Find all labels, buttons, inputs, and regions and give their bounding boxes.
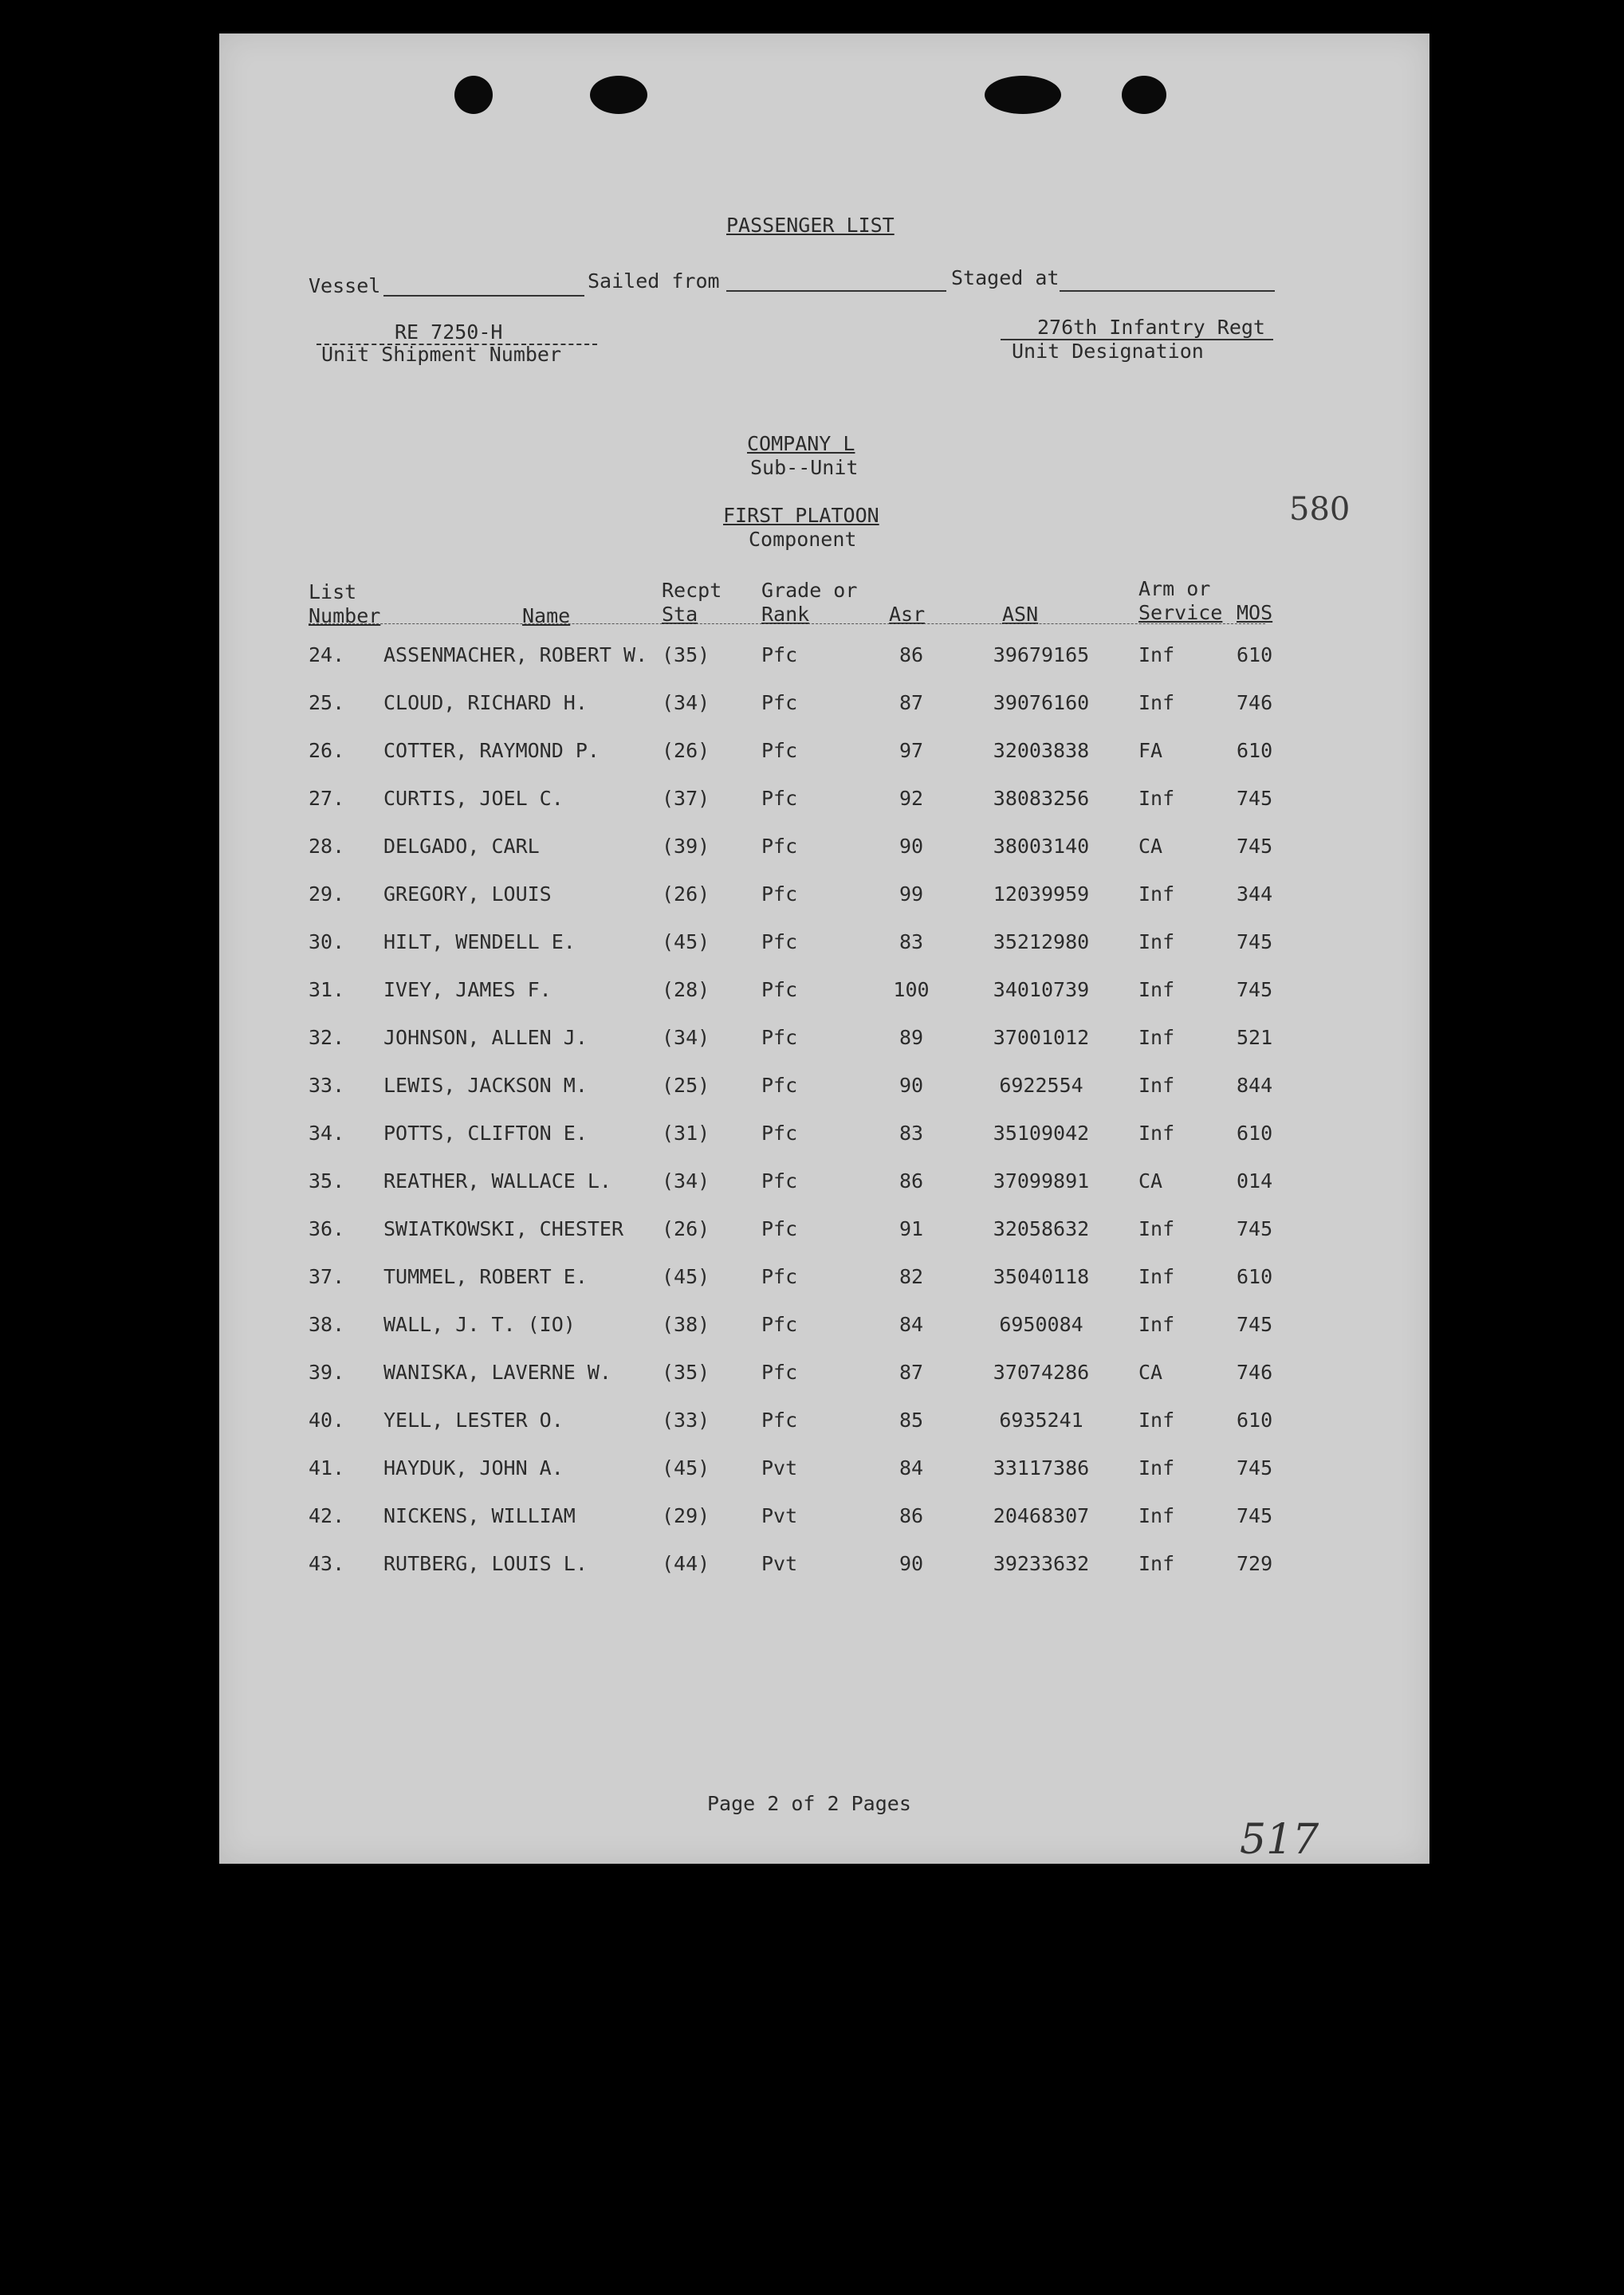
grade-rank: Pfc bbox=[761, 1409, 798, 1432]
arm-service: Inf bbox=[1138, 1409, 1175, 1432]
grade-rank: Pvt bbox=[761, 1552, 798, 1575]
passenger-name: REATHER, WALLACE L. bbox=[383, 1169, 611, 1193]
passenger-name: HILT, WENDELL E. bbox=[383, 930, 576, 953]
table-row bbox=[219, 1026, 1429, 1074]
passenger-name: TUMMEL, ROBERT E. bbox=[383, 1265, 588, 1288]
sub-unit-label: Sub--Unit bbox=[750, 456, 859, 479]
recpt-sta: (26) bbox=[662, 739, 710, 762]
passenger-name: JOHNSON, ALLEN J. bbox=[383, 1026, 588, 1049]
asr-score: 89 bbox=[899, 1026, 924, 1049]
component-label: Component bbox=[749, 528, 857, 551]
punch-hole bbox=[985, 76, 1061, 114]
recpt-sta: (34) bbox=[662, 1026, 710, 1049]
table-row bbox=[219, 787, 1429, 835]
mos-code: 745 bbox=[1237, 978, 1273, 1001]
table-row bbox=[219, 1504, 1429, 1552]
asr-score: 86 bbox=[899, 1504, 924, 1527]
list-number: 30. bbox=[309, 930, 345, 953]
table-row bbox=[219, 1456, 1429, 1504]
page-title: PASSENGER LIST bbox=[726, 214, 895, 237]
asn-number: 34010739 bbox=[993, 978, 1090, 1001]
grade-rank: Pvt bbox=[761, 1456, 798, 1480]
asr-score: 84 bbox=[899, 1313, 924, 1336]
recpt-sta: (29) bbox=[662, 1504, 710, 1527]
asr-score: 90 bbox=[899, 835, 924, 858]
passenger-name: LEWIS, JACKSON M. bbox=[383, 1074, 588, 1097]
asn-number: 32058632 bbox=[993, 1217, 1090, 1240]
table-row bbox=[219, 1217, 1429, 1265]
asn-number: 37099891 bbox=[993, 1169, 1090, 1193]
list-number: 27. bbox=[309, 787, 345, 810]
mos-code: 745 bbox=[1237, 1504, 1273, 1527]
mos-code: 610 bbox=[1237, 1409, 1273, 1432]
passenger-name: CLOUD, RICHARD H. bbox=[383, 691, 588, 714]
passenger-name: RUTBERG, LOUIS L. bbox=[383, 1552, 588, 1575]
list-number: 39. bbox=[309, 1361, 345, 1384]
header-mos: MOS bbox=[1237, 601, 1273, 624]
list-number: 33. bbox=[309, 1074, 345, 1097]
recpt-sta: (31) bbox=[662, 1122, 710, 1145]
recpt-sta: (45) bbox=[662, 930, 710, 953]
header-name: Name bbox=[522, 604, 571, 627]
recpt-sta: (44) bbox=[662, 1552, 710, 1575]
asr-score: 83 bbox=[899, 930, 924, 953]
asr-score: 86 bbox=[899, 643, 924, 666]
asr-score: 82 bbox=[899, 1265, 924, 1288]
page-footer: Page 2 of 2 Pages bbox=[707, 1792, 911, 1815]
arm-service: Inf bbox=[1138, 1122, 1175, 1145]
table-row bbox=[219, 1409, 1429, 1456]
table-row bbox=[219, 1074, 1429, 1122]
recpt-sta: (26) bbox=[662, 1217, 710, 1240]
arm-service: CA bbox=[1138, 835, 1163, 858]
asn-number: 35212980 bbox=[993, 930, 1090, 953]
mos-code: 745 bbox=[1237, 1313, 1273, 1336]
sailed-from-blank bbox=[726, 290, 946, 292]
mos-code: 746 bbox=[1237, 1361, 1273, 1384]
table-row bbox=[219, 930, 1429, 978]
list-number: 41. bbox=[309, 1456, 345, 1480]
asr-score: 83 bbox=[899, 1122, 924, 1145]
recpt-sta: (38) bbox=[662, 1313, 710, 1336]
mos-code: 729 bbox=[1237, 1552, 1273, 1575]
passenger-name: WANISKA, LAVERNE W. bbox=[383, 1361, 611, 1384]
arm-service: Inf bbox=[1138, 1552, 1175, 1575]
mos-code: 746 bbox=[1237, 691, 1273, 714]
asn-number: 38083256 bbox=[993, 787, 1090, 810]
mos-code: 014 bbox=[1237, 1169, 1273, 1193]
grade-rank: Pfc bbox=[761, 691, 798, 714]
punch-hole bbox=[590, 76, 647, 114]
list-number: 31. bbox=[309, 978, 345, 1001]
grade-rank: Pfc bbox=[761, 1169, 798, 1193]
list-number: 43. bbox=[309, 1552, 345, 1575]
vessel-blank bbox=[383, 295, 584, 297]
grade-rank: Pfc bbox=[761, 1217, 798, 1240]
punch-hole bbox=[1122, 76, 1166, 114]
recpt-sta: (35) bbox=[662, 643, 710, 666]
passenger-name: HAYDUK, JOHN A. bbox=[383, 1456, 564, 1480]
mos-code: 745 bbox=[1237, 1456, 1273, 1480]
mos-code: 610 bbox=[1237, 1122, 1273, 1145]
table-row bbox=[219, 643, 1429, 691]
passenger-name: NICKENS, WILLIAM bbox=[383, 1504, 576, 1527]
asr-score: 91 bbox=[899, 1217, 924, 1240]
mos-code: 745 bbox=[1237, 835, 1273, 858]
grade-rank: Pfc bbox=[761, 787, 798, 810]
arm-service: Inf bbox=[1138, 882, 1175, 906]
unit-designation: 276th Infantry Regt bbox=[1037, 316, 1265, 339]
recpt-sta: (25) bbox=[662, 1074, 710, 1097]
asr-score: 84 bbox=[899, 1456, 924, 1480]
asn-number: 39233632 bbox=[993, 1552, 1090, 1575]
passenger-name: DELGADO, CARL bbox=[383, 835, 540, 858]
asr-score: 100 bbox=[893, 978, 930, 1001]
mos-code: 521 bbox=[1237, 1026, 1273, 1049]
arm-service: Inf bbox=[1138, 1456, 1175, 1480]
grade-rank: Pfc bbox=[761, 882, 798, 906]
mos-code: 844 bbox=[1237, 1074, 1273, 1097]
grade-rank: Pfc bbox=[761, 930, 798, 953]
grade-rank: Pfc bbox=[761, 1026, 798, 1049]
table-row bbox=[219, 1265, 1429, 1313]
header-rule bbox=[309, 623, 1265, 624]
table-row bbox=[219, 835, 1429, 882]
table-row bbox=[219, 1361, 1429, 1409]
recpt-sta: (39) bbox=[662, 835, 710, 858]
header-arm-service: Arm or Service bbox=[1138, 577, 1223, 624]
mos-code: 610 bbox=[1237, 643, 1273, 666]
asr-score: 99 bbox=[899, 882, 924, 906]
unit-designation-label: Unit Designation bbox=[1012, 340, 1204, 363]
asr-score: 90 bbox=[899, 1552, 924, 1575]
staged-at-label: Staged at bbox=[951, 266, 1060, 289]
recpt-sta: (26) bbox=[662, 882, 710, 906]
sub-unit: COMPANY L bbox=[747, 432, 855, 455]
asn-number: 33117386 bbox=[993, 1456, 1090, 1480]
grade-rank: Pfc bbox=[761, 643, 798, 666]
unit-shipment-number: RE 7250-H bbox=[395, 320, 503, 344]
arm-service: CA bbox=[1138, 1169, 1163, 1193]
list-number: 25. bbox=[309, 691, 345, 714]
list-number: 32. bbox=[309, 1026, 345, 1049]
list-number: 38. bbox=[309, 1313, 345, 1336]
passenger-name: GREGORY, LOUIS bbox=[383, 882, 552, 906]
asn-number: 39679165 bbox=[993, 643, 1090, 666]
asr-score: 90 bbox=[899, 1074, 924, 1097]
asr-score: 87 bbox=[899, 1361, 924, 1384]
asn-number: 20468307 bbox=[993, 1504, 1090, 1527]
list-number: 36. bbox=[309, 1217, 345, 1240]
passenger-name: IVEY, JAMES F. bbox=[383, 978, 552, 1001]
arm-service: Inf bbox=[1138, 787, 1175, 810]
list-number: 42. bbox=[309, 1504, 345, 1527]
staged-at-blank bbox=[1060, 290, 1275, 292]
table-row bbox=[219, 691, 1429, 739]
list-number: 29. bbox=[309, 882, 345, 906]
asn-number: 37001012 bbox=[993, 1026, 1090, 1049]
passenger-name: ASSENMACHER, ROBERT W. bbox=[383, 643, 648, 666]
asr-score: 97 bbox=[899, 739, 924, 762]
asr-score: 87 bbox=[899, 691, 924, 714]
grade-rank: Pfc bbox=[761, 1122, 798, 1145]
stamp-number: 580 bbox=[1289, 491, 1351, 528]
arm-service: Inf bbox=[1138, 1217, 1175, 1240]
arm-service: FA bbox=[1138, 739, 1163, 762]
passenger-name: COTTER, RAYMOND P. bbox=[383, 739, 600, 762]
recpt-sta: (34) bbox=[662, 691, 710, 714]
list-number: 37. bbox=[309, 1265, 345, 1288]
recpt-sta: (28) bbox=[662, 978, 710, 1001]
mos-code: 344 bbox=[1237, 882, 1273, 906]
list-number: 26. bbox=[309, 739, 345, 762]
grade-rank: Pfc bbox=[761, 1265, 798, 1288]
recpt-sta: (37) bbox=[662, 787, 710, 810]
arm-service: Inf bbox=[1138, 1504, 1175, 1527]
grade-rank: Pfc bbox=[761, 739, 798, 762]
recpt-sta: (34) bbox=[662, 1169, 710, 1193]
grade-rank: Pfc bbox=[761, 1074, 798, 1097]
header-recpt-sta: Recpt Sta bbox=[662, 579, 722, 626]
vessel-label: Vessel bbox=[309, 274, 381, 297]
grade-rank: Pfc bbox=[761, 835, 798, 858]
header-asr: Asr bbox=[889, 603, 926, 626]
asn-number: 32003838 bbox=[993, 739, 1090, 762]
table-row bbox=[219, 1552, 1429, 1600]
list-number: 34. bbox=[309, 1122, 345, 1145]
component: FIRST PLATOON bbox=[723, 504, 879, 527]
table-row bbox=[219, 1122, 1429, 1169]
asr-score: 85 bbox=[899, 1409, 924, 1432]
asn-number: 6922554 bbox=[999, 1074, 1083, 1097]
asn-number: 37074286 bbox=[993, 1361, 1090, 1384]
handwritten-number: 517 bbox=[1240, 1816, 1319, 1864]
table-row bbox=[219, 882, 1429, 930]
asn-number: 38003140 bbox=[993, 835, 1090, 858]
header-grade-rank: Grade or Rank bbox=[761, 579, 858, 626]
sailed-from-label: Sailed from bbox=[588, 269, 720, 293]
list-number: 28. bbox=[309, 835, 345, 858]
document-page bbox=[219, 33, 1429, 1864]
passenger-name: CURTIS, JOEL C. bbox=[383, 787, 564, 810]
mos-code: 745 bbox=[1237, 1217, 1273, 1240]
list-number: 35. bbox=[309, 1169, 345, 1193]
recpt-sta: (33) bbox=[662, 1409, 710, 1432]
header-list-number: List Number bbox=[309, 580, 381, 627]
mos-code: 745 bbox=[1237, 930, 1273, 953]
grade-rank: Pfc bbox=[761, 1313, 798, 1336]
passenger-name: YELL, LESTER O. bbox=[383, 1409, 564, 1432]
passenger-name: SWIATKOWSKI, CHESTER bbox=[383, 1217, 624, 1240]
unit-shipment-label: Unit Shipment Number bbox=[321, 343, 562, 366]
arm-service: Inf bbox=[1138, 1313, 1175, 1336]
arm-service: Inf bbox=[1138, 1074, 1175, 1097]
mos-code: 610 bbox=[1237, 739, 1273, 762]
mos-code: 610 bbox=[1237, 1265, 1273, 1288]
list-number: 40. bbox=[309, 1409, 345, 1432]
arm-service: CA bbox=[1138, 1361, 1163, 1384]
asn-number: 35109042 bbox=[993, 1122, 1090, 1145]
asn-number: 12039959 bbox=[993, 882, 1090, 906]
grade-rank: Pfc bbox=[761, 978, 798, 1001]
header-asn: ASN bbox=[1002, 603, 1039, 626]
grade-rank: Pvt bbox=[761, 1504, 798, 1527]
asn-number: 6935241 bbox=[999, 1409, 1083, 1432]
arm-service: Inf bbox=[1138, 930, 1175, 953]
table-row bbox=[219, 739, 1429, 787]
table-row bbox=[219, 1169, 1429, 1217]
arm-service: Inf bbox=[1138, 1265, 1175, 1288]
list-number: 24. bbox=[309, 643, 345, 666]
recpt-sta: (35) bbox=[662, 1361, 710, 1384]
asn-number: 39076160 bbox=[993, 691, 1090, 714]
grade-rank: Pfc bbox=[761, 1361, 798, 1384]
asr-score: 86 bbox=[899, 1169, 924, 1193]
arm-service: Inf bbox=[1138, 978, 1175, 1001]
table-row bbox=[219, 978, 1429, 1026]
arm-service: Inf bbox=[1138, 643, 1175, 666]
passenger-name: POTTS, CLIFTON E. bbox=[383, 1122, 588, 1145]
asn-number: 35040118 bbox=[993, 1265, 1090, 1288]
recpt-sta: (45) bbox=[662, 1456, 710, 1480]
asr-score: 92 bbox=[899, 787, 924, 810]
arm-service: Inf bbox=[1138, 691, 1175, 714]
passenger-name: WALL, J. T. (IO) bbox=[383, 1313, 576, 1336]
recpt-sta: (45) bbox=[662, 1265, 710, 1288]
asn-number: 6950084 bbox=[999, 1313, 1083, 1336]
table-row bbox=[219, 1313, 1429, 1361]
punch-hole bbox=[454, 76, 493, 114]
arm-service: Inf bbox=[1138, 1026, 1175, 1049]
mos-code: 745 bbox=[1237, 787, 1273, 810]
